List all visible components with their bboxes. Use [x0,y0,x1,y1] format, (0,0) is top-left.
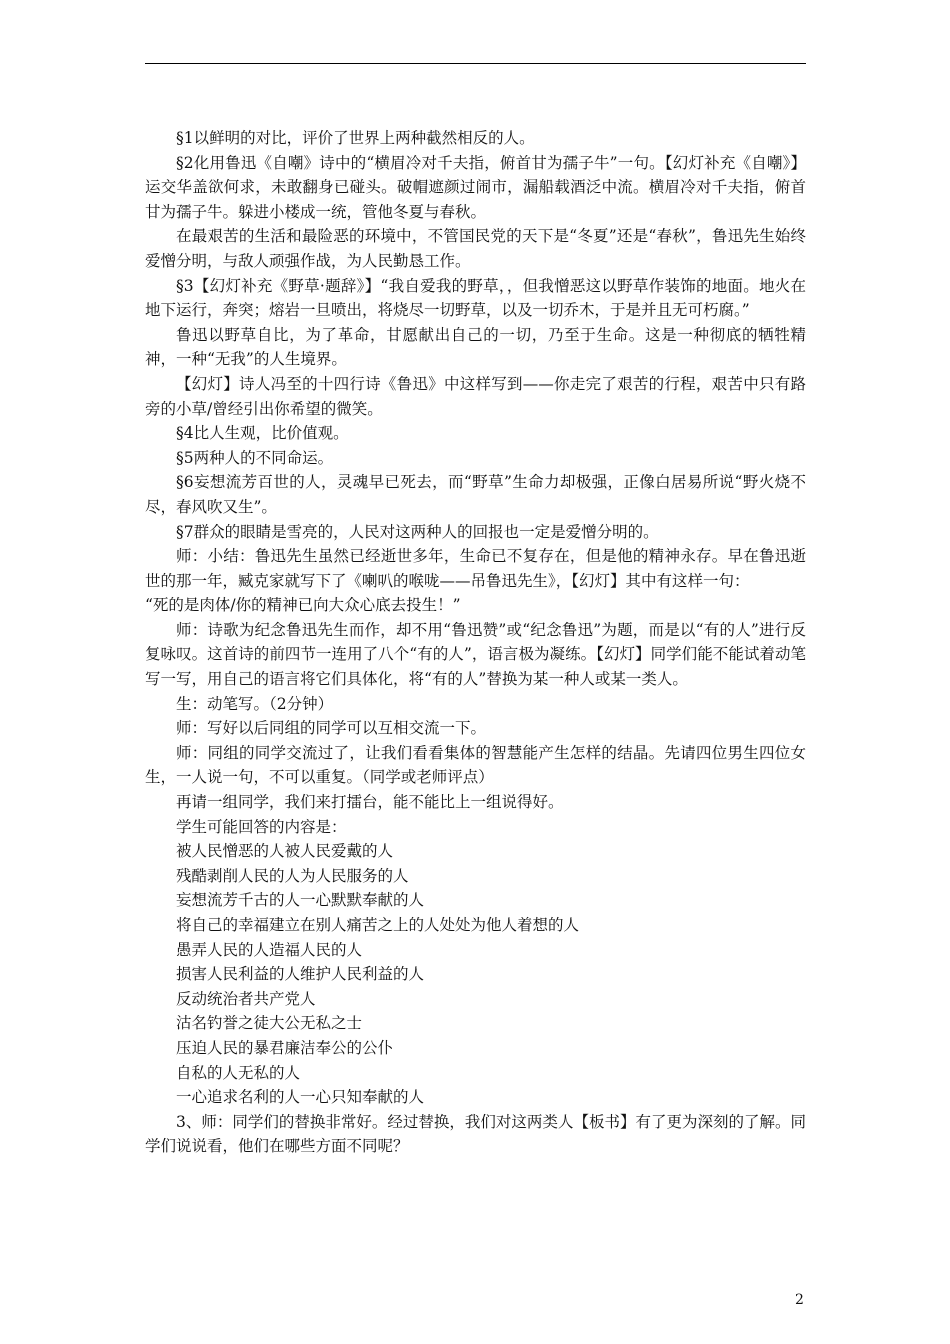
paragraph: §4比人生观，比价值观。 [176,424,349,443]
paragraph: 鲁迅以野草自比，为了革命，甘愿献出自己的一切，乃至于生命。这是一种彻底的牺牲精神，一种“无我”的人生境界。 [145,325,806,369]
answer-item: 被人民憎恶的人被人民爱戴的人 [176,842,394,861]
answer-item: 将自己的幸福建立在别人痛苦之上的人处处为他人着想的人 [176,916,580,934]
answer-item: 妄想流芳千古的人一心默默奉献的人 [176,891,425,910]
quote-line: “死的是肉体/你的精神已向大众心底去投生！” [145,596,461,615]
paragraph: 学生可能回答的内容是： [176,817,347,836]
header-rule [145,63,806,64]
answer-item: 压迫人民的暴君廉洁奉公的公仆 [176,1038,394,1057]
answer-item: 沽名钓誉之徒大公无私之士 [176,1014,363,1033]
paragraph: §3【幻灯补充《野草·题辞》】“我自爱我的野草，，但我憎恶这以野草作装饰的地面。地火在地下运行，奔突；熔岩一旦喷出，将烧尽一切野草，以及一切乔木，于是并且无可朽腐。” [145,276,806,320]
paragraph: §1以鲜明的对比，评价了世界上两种截然相反的人。 [176,129,535,147]
paragraph: 再请一组同学，我们来打擂台，能不能比上一组说得好。 [176,793,564,812]
paragraph: 师：写好以后同组的同学可以互相交流一下。 [176,719,487,738]
paragraph: 在最艰苦的生活和最险恶的环境中，不管国民党的天下是“冬夏”还是“春秋”，鲁迅先生始终爱憎分明，与敌人顽强作战，为人民勤恳工作。 [145,227,806,270]
paragraph: 生：动笔写。（2分钟） [176,694,334,713]
paragraph: 【幻灯】诗人冯至的十四行诗《鲁迅》中这样写到——你走完了艰苦的行程，艰苦中只有路旁的小草/曾经引出你希望的微笑。 [145,374,806,418]
body-text [145,126,806,1159]
answer-item: 一心追求名利的人一心只知奉献的人 [176,1088,425,1107]
paragraph: §6妄想流芳百世的人，灵魂早已死去，而“野草”生命力却极强，正像白居易所说“野火烧不尽，春风吹又生”。 [145,473,806,516]
answer-item: 自私的人无私的人 [176,1063,301,1082]
paragraph: §2化用鲁迅《自嘲》诗中的“横眉冷对千夫指，俯首甘为孺子牛”一句。【幻灯补充《自嘲》】运交华盖欲何求，未敢翻身已碰头。破帽遮颜过闹市，漏船载酒泛中流。横眉冷对千夫指，俯首甘为孺子牛。躲进小楼成一统，管他冬夏与春秋。 [145,153,806,221]
answer-item: 损害人民利益的人维护人民利益的人 [176,965,425,984]
paragraph: 3、师：同学们的替换非常好。经过替换，我们对这两类人【板书】有了更为深刻的了解。同学们说说看，他们在哪些方面不同呢？ [145,1112,806,1156]
paragraph: 师：小结：鲁迅先生虽然已经逝世多年，生命已不复存在，但是他的精神永存。早在鲁迅逝世的那一年，臧克家就写下了《喇叭的喉咙——吊鲁迅先生》，【幻灯】其中有这样一句： [145,547,806,590]
answer-item: 愚弄人民的人造福人民的人 [176,940,363,959]
answer-item: 反动统治者共产党人 [176,989,316,1008]
page-number: 2 [795,1292,804,1308]
paragraph: §7群众的眼睛是雪亮的，人民对这两种人的回报也一定是爱憎分明的。 [176,522,659,541]
paragraph: 师：同组的同学交流过了，让我们看看集体的智慧能产生怎样的结晶。先请四位男生四位女生，一人说一句，不可以重复。（同学或老师评点） [145,743,806,787]
paragraph: 师：诗歌为纪念鲁迅先生而作，却不用“鲁迅赞”或“纪念鲁迅”为题，而是以“有的人”进行反复咏叹。这首诗的前四节一连用了八个“有的人”，语言极为凝练。【幻灯】同学们能不能试着动笔写一写，用自己的语言将它们具体化，将“有的人”替换为某一种人或某一类人。 [145,620,806,689]
answer-item: 残酷剥削人民的人为人民服务的人 [176,866,409,885]
paragraph: §5两种人的不同命运。 [176,448,334,467]
